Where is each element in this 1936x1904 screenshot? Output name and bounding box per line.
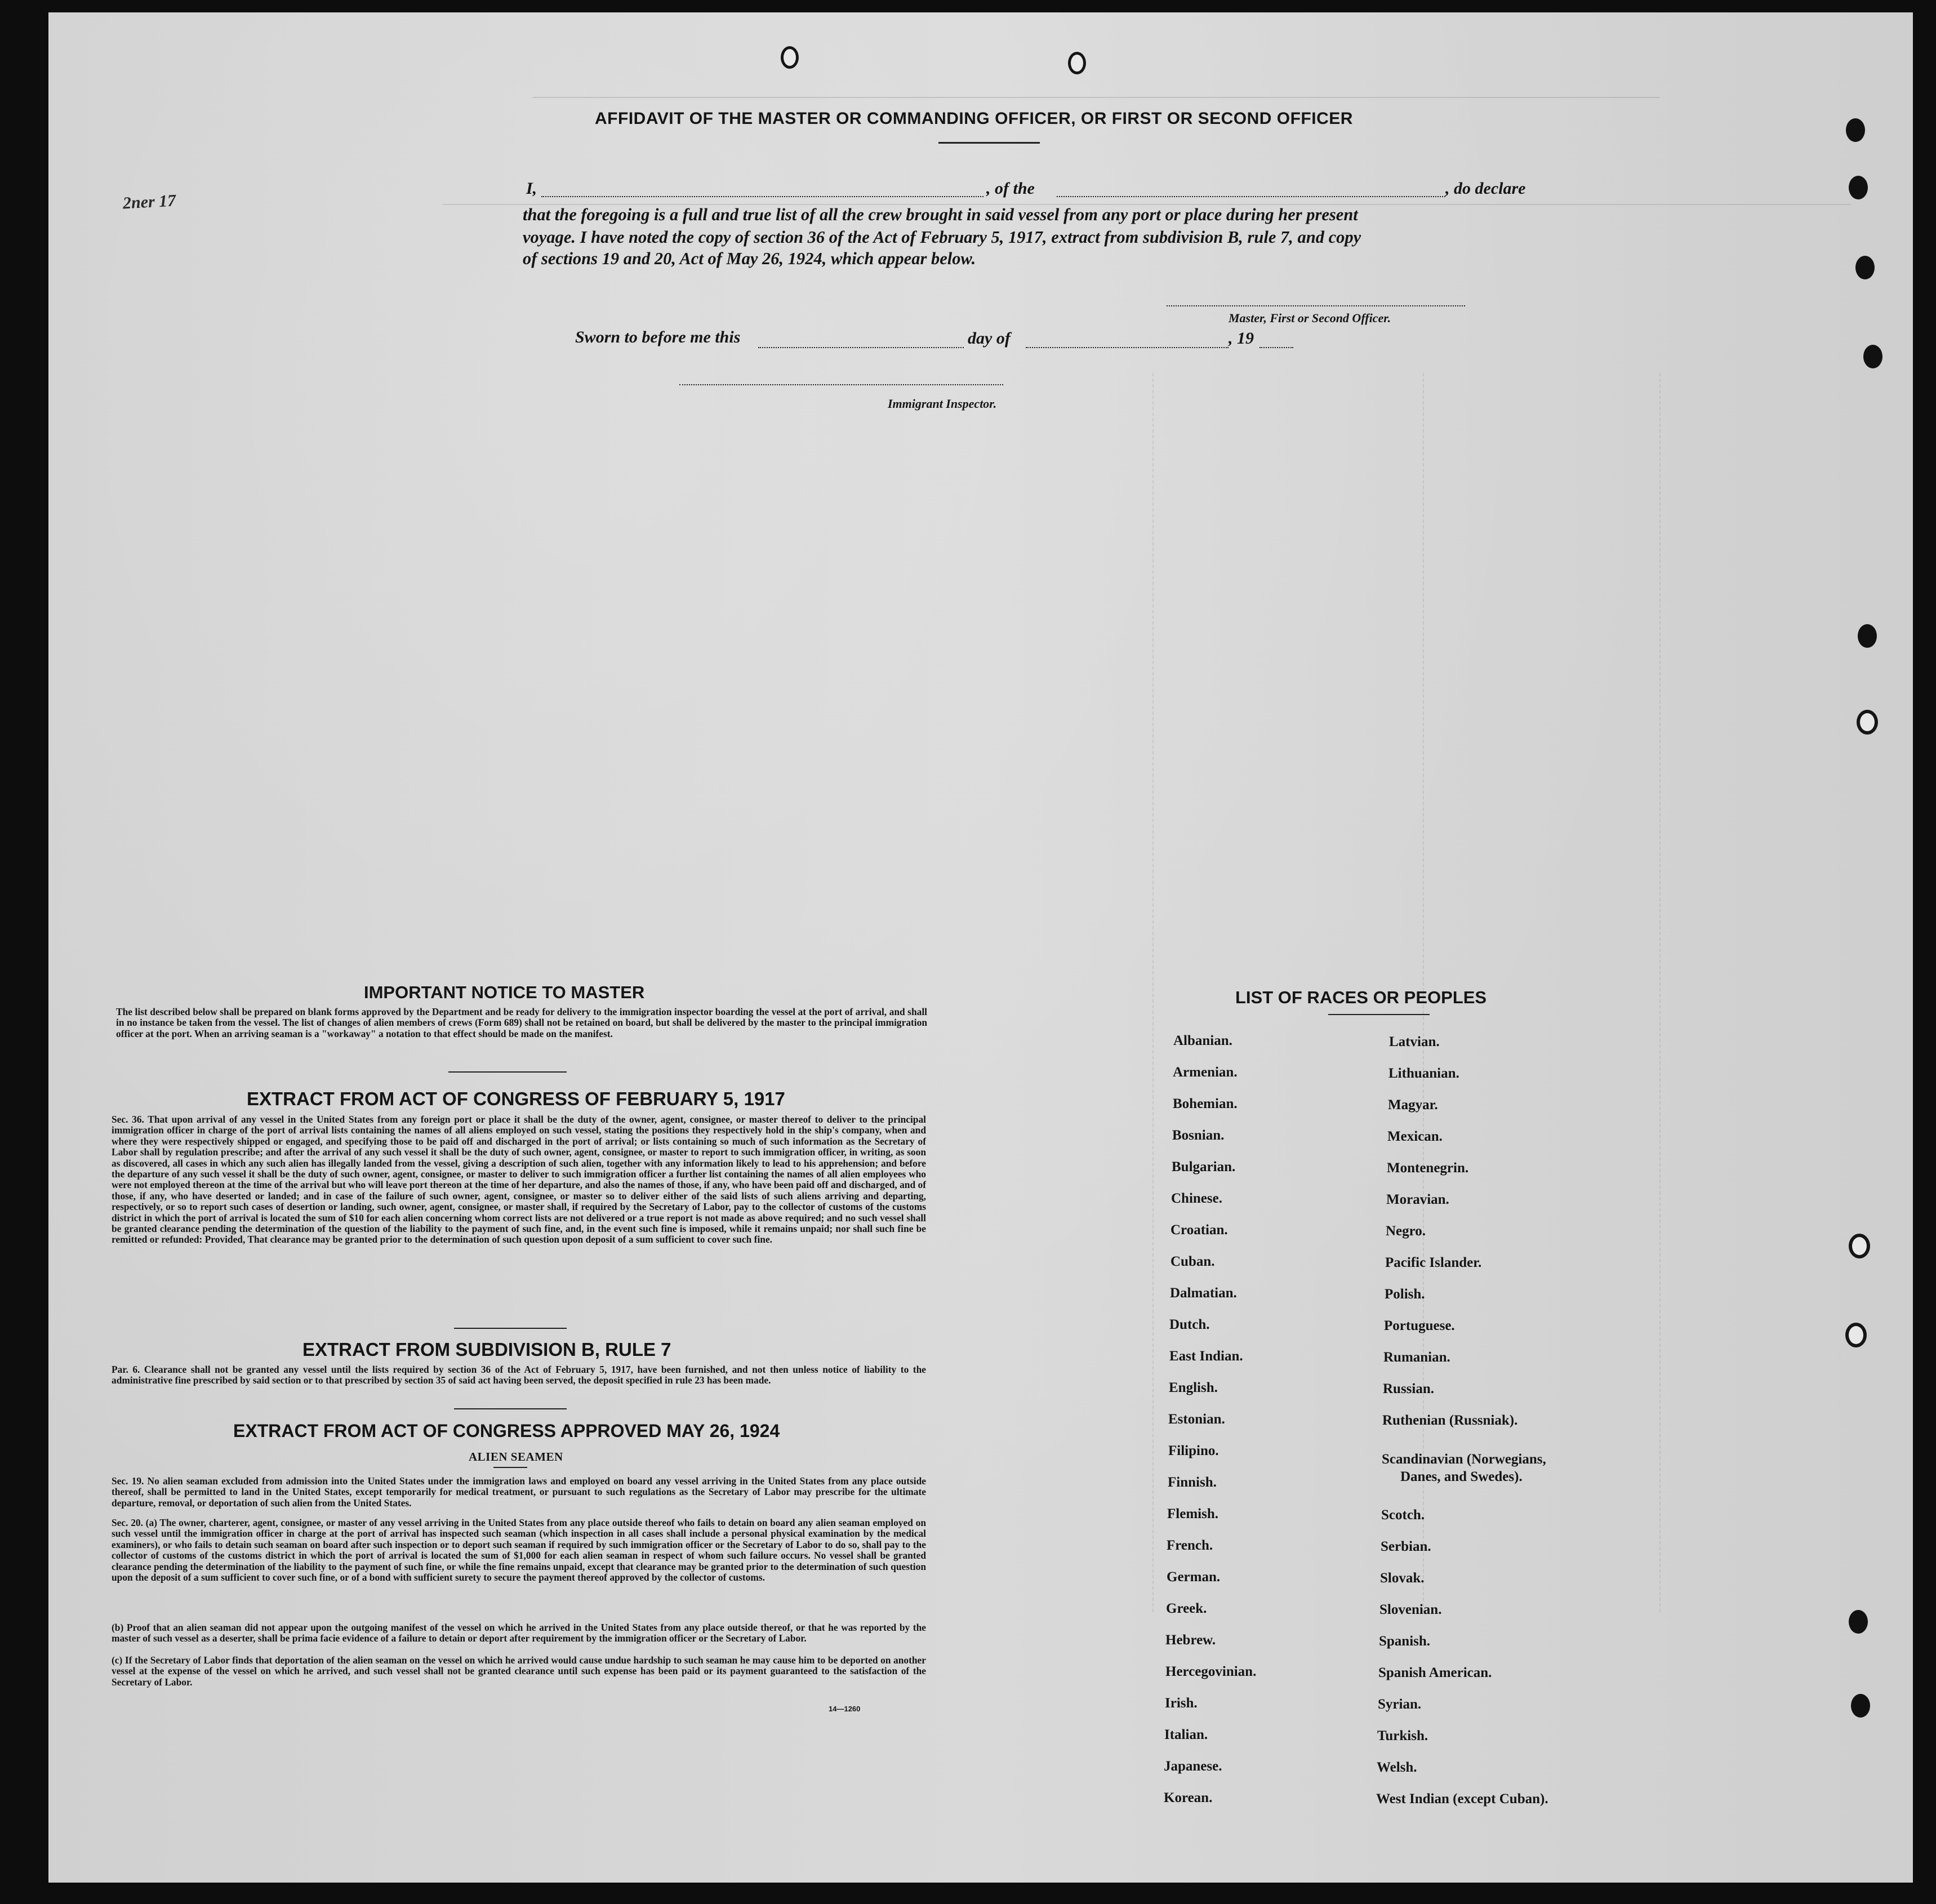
affidavit-line-4: of sections 19 and 20, Act of May 26, 1924, which appear below. [523, 249, 976, 268]
races-divider [1328, 1014, 1430, 1015]
binder-hole [1855, 256, 1875, 279]
rule7-title: EXTRACT FROM SUBDIVISION B, RULE 7 [302, 1339, 671, 1360]
race-item: Rumanian. [1383, 1350, 1450, 1365]
race-item: Armenian. [1173, 1065, 1238, 1080]
form-sheet [48, 12, 1913, 1883]
race-item: Negro. [1386, 1224, 1426, 1239]
extract-1917-text: Sec. 36. That upon arrival of any vessel in the United States from any foreign port or place it shall be the duty of the owner, agent, consignee, or master thereof to deliver to the principal immigration officer in charge of the port of arrival lists containing the names of all aliens employed on such vessel, stating the positions they respectively hold in the ship's company, when and where they were respectively shipped or engaged, and specifying those to be paid off and discharged in the port of arrival; or lists containing so much of such information as the Secretary of Labor shall by regulation prescribe; and after the arrival of any such vessel it shall be the duty of such owner, agent, consignee, or master to report to such immigration officer, in writing, as soon as discovered, all cases in which any such alien has illegally landed from the vessel, giving a description of such alien, together with any information likely to lead to his apprehension; and before the departure of any such vessel it shall be the duty of such owner, agent, consignee, or master to deliver to such immigration officer a further list containing the names of all alien employees who were not employed thereon at the time of the arrival but who will leave port thereon at the time of her departure, and also the names of those, if any, who have been paid off and discharged, and of those, if any, who have deserted or landed; and in case of the failure of such owner, agent, consignee, or master so to deliver either of the said lists of such aliens arriving and departing, respectively, or so to report such cases of desertion or landing, such owner, agent, consignee, or master shall, if required by the Secretary of Labor, pay to the collector of customs of the customs district in which the port of arrival is located the sum of $10 for each alien concerning whom correct lists are not delivered or a true report is not made as above required; and no such vessel shall be granted clearance pending the determination of the question of the liability to the payment of such fine, and, in the event such fine is imposed, while it remains unpaid; nor shall such fine be remitted or refunded: Provided, That clearance may be granted prior to the determination of such question upon deposit of a sum sufficient to cover such fine. [112, 1114, 926, 1245]
handwritten-mark: 2ner 17 [122, 191, 176, 213]
officer-name-blank[interactable] [541, 196, 983, 197]
binder-hole [1858, 624, 1877, 648]
race-item: Scandinavian (Norwegians, [1382, 1452, 1546, 1467]
master-signature-line[interactable] [1167, 305, 1465, 306]
race-item: Bosnian. [1172, 1128, 1225, 1143]
race-item: Montenegrin. [1387, 1160, 1469, 1176]
binder-hole [1068, 52, 1086, 74]
inspector-signature-line[interactable] [679, 384, 1003, 385]
rule7-text: Par. 6. Clearance shall not be granted any vessel until the lists required by section 36 of the Act of February 5, 1917, have been furnished, and not then unless notice of liability to the administrative fine prescribed by said section or to that prescribed by section 35 of said act having been served, the deposit specified in rule 23 has been made. [112, 1364, 926, 1386]
race-item: Danes, and Swedes). [1400, 1469, 1523, 1484]
section-divider [454, 1328, 567, 1329]
race-item: Scotch. [1381, 1507, 1425, 1523]
race-item: Spanish. [1379, 1634, 1431, 1649]
sec19-text: Sec. 19. No alien seaman excluded from admission into the United States under the immigration laws and employed on board any vessel arriving in the United States from any place outside thereof, shall be permitted to land in the United States, except temporarily for medical treatment, or pursuant to such regulations as the Secretary of Labor may prescribe for the ultimate departure, removal, or deportation of such alien from the United States. [112, 1475, 926, 1509]
race-item: Spanish American. [1378, 1665, 1492, 1680]
race-item: Magyar. [1388, 1097, 1438, 1113]
sec20b-text: (b) Proof that an alien seaman did not appear upon the outgoing manifest of the vessel on which he arrived in the United States from any place outside thereof, or that he was reported by the master of such vessel as a deserter, shall be prima facie evidence of a failure to detain or deport after requirement by the immigration officer or the Secretary of Labor. [112, 1622, 926, 1644]
affidavit-line-2: that the foregoing is a full and true list of all the crew brought in said vessel from any port or place during her present [523, 205, 1358, 224]
race-item: Ruthenian (Russniak). [1382, 1413, 1518, 1428]
race-item: Irish. [1165, 1696, 1198, 1711]
notice-text: The list described below shall be prepared on blank forms approved by the Department and be ready for delivery to the immigration inspector boarding the vessel at the port of arrival, and shall in no instance be taken from the vessel. The list of changes of alien members of crews (Form 689) shall not be retained on board, but shall be delivered by the master to the principal immigration officer at the port. When an arriving seaman is a "workaway" a notation to that effect should be made on the manifest. [116, 1006, 927, 1039]
extract-1924-title: EXTRACT FROM ACT OF CONGRESS APPROVED MAY 26, 1924 [233, 1421, 780, 1441]
section-divider [448, 1071, 567, 1073]
sworn-month-blank[interactable] [1026, 347, 1229, 348]
race-item: Hebrew. [1165, 1632, 1216, 1648]
race-item: Lithuanian. [1388, 1066, 1459, 1081]
race-item: Moravian. [1386, 1192, 1449, 1207]
race-item: Polish. [1385, 1287, 1425, 1302]
affidavit-do-declare: , do declare [1445, 179, 1526, 198]
binder-hole [1845, 1323, 1867, 1347]
day-of-label: day of [968, 329, 1011, 348]
race-item: Mexican. [1387, 1129, 1443, 1144]
subtitle-divider [493, 1467, 527, 1468]
race-item: Russian. [1383, 1381, 1435, 1396]
affidavit-line-3: voyage. I have noted the copy of section 36 of the Act of February 5, 1917, extract from subdivision B, rule 7, and copy [523, 228, 1361, 247]
race-item: East Indian. [1169, 1349, 1243, 1364]
race-item: Slovenian. [1379, 1602, 1442, 1617]
inspector-signature-label: Immigrant Inspector. [888, 397, 997, 411]
race-item: French. [1167, 1538, 1213, 1553]
title-divider [938, 142, 1040, 144]
race-item: Welsh. [1377, 1760, 1417, 1775]
sworn-label: Sworn to before me this [575, 328, 741, 346]
year-prefix: , 19 [1229, 329, 1254, 348]
race-item: Serbian. [1381, 1539, 1431, 1554]
section-divider [454, 1408, 567, 1409]
race-item: Portuguese. [1384, 1318, 1455, 1333]
race-item: Bohemian. [1173, 1096, 1238, 1111]
binder-hole [1851, 1694, 1870, 1718]
binder-hole [1849, 1234, 1870, 1258]
race-item: Flemish. [1167, 1506, 1218, 1522]
race-item: Estonian. [1168, 1412, 1225, 1427]
race-item: Syrian. [1378, 1697, 1422, 1712]
form-number: 14—1260 [829, 1705, 861, 1713]
race-item: Hercegovinian. [1165, 1664, 1257, 1679]
binder-hole [1857, 710, 1878, 735]
race-item: English. [1169, 1380, 1218, 1395]
race-item: Turkish. [1377, 1728, 1428, 1743]
race-item: Korean. [1164, 1790, 1213, 1805]
race-item: German. [1167, 1569, 1221, 1585]
sworn-year-blank[interactable] [1259, 347, 1293, 348]
binder-hole [1849, 1610, 1868, 1634]
affidavit-i-label: I, [526, 179, 537, 198]
extract-1917-title: EXTRACT FROM ACT OF CONGRESS OF FEBRUARY 5, 1917 [247, 1088, 785, 1109]
race-item: Filipino. [1168, 1443, 1219, 1458]
affidavit-of-the: , of the [986, 179, 1035, 198]
binder-hole [1849, 176, 1868, 199]
race-item: Greek. [1166, 1601, 1207, 1616]
race-item: Bulgarian. [1172, 1159, 1236, 1175]
race-item: Finnish. [1168, 1475, 1217, 1490]
binder-hole [1863, 345, 1882, 368]
alien-seamen-subtitle: ALIEN SEAMEN [469, 1450, 563, 1463]
binder-hole [1846, 118, 1865, 142]
binder-hole [781, 46, 799, 69]
race-item: Albanian. [1173, 1033, 1232, 1048]
race-item: Latvian. [1389, 1034, 1440, 1049]
race-item: Croatian. [1170, 1222, 1228, 1238]
race-item: Chinese. [1171, 1191, 1222, 1206]
notice-title: IMPORTANT NOTICE TO MASTER [364, 982, 645, 1002]
race-item: Japanese. [1164, 1759, 1222, 1774]
race-item: Cuban. [1170, 1254, 1215, 1269]
sec20a-text: Sec. 20. (a) The owner, charterer, agent, consignee, or master of any vessel arriving in the United States from any place outside thereof who fails to detain on board any alien seaman employed on such vessel until the immigration officer in charge at the port of arrival has inspected such seaman (which inspection in all cases shall include a personal physical examination by the medical examiners), or who fails to detain such seaman on board after such inspection or to deport such seaman if required by such immigration officer or the Secretary of Labor to do so, shall pay to the collector of customs of the customs district in which the port of arrival is located the sum of $1,000 for each alien seaman in respect of whom such failure occurs. No vessel shall be granted clearance pending the determination of the liability to the payment of such fine, or while the fine remains unpaid, except that clearance may be granted prior to the determination of such question upon the deposit of a sum sufficient to cover such fine, or of a bond with sufficient surety to secure the payment thereof approved by the collector of customs. [112, 1517, 926, 1583]
race-item: Italian. [1164, 1727, 1208, 1742]
races-title: LIST OF RACES OR PEOPLES [1235, 987, 1487, 1007]
sworn-day-blank[interactable] [758, 347, 964, 348]
sec20c-text: (c) If the Secretary of Labor finds that deportation of the alien seaman on the vessel on which he arrived would cause undue hardship to such seaman he may cause him to be deported on another vessel at the expense of the vessel on which he arrived, and such vessel shall not be granted clearance until such expense has been paid or its payment guaranteed to the satisfaction of the Secretary of Labor. [112, 1654, 926, 1688]
bleed-through-rule [533, 97, 1659, 98]
race-item: Slovak. [1380, 1571, 1425, 1586]
race-item: West Indian (except Cuban). [1376, 1791, 1548, 1807]
race-item: Dalmatian. [1170, 1285, 1237, 1301]
affidavit-title: AFFIDAVIT OF THE MASTER OR COMMANDING OFFICER, OR FIRST OR SECOND OFFICER [595, 109, 1353, 128]
master-signature-label: Master, First or Second Officer. [1229, 311, 1391, 325]
race-item: Dutch. [1169, 1317, 1210, 1332]
race-item: Pacific Islander. [1385, 1255, 1482, 1270]
vessel-name-blank[interactable] [1057, 196, 1445, 197]
